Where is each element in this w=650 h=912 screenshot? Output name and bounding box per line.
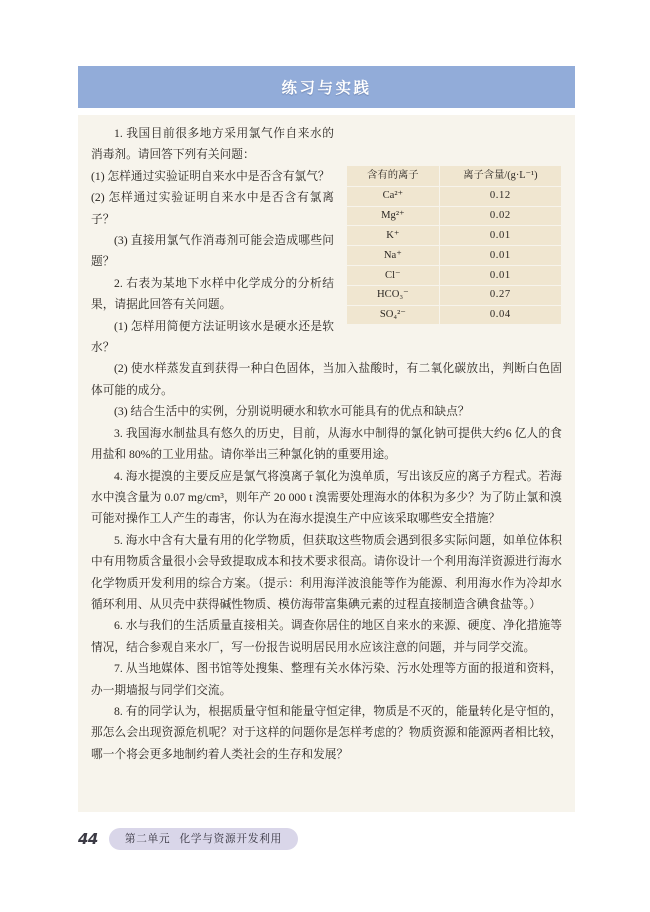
chapter-title: 化学与资源开发利用: [179, 833, 282, 845]
exercise-item-2: 2. 右表为某地下水样中化学成分的分析结果，请据此回答有关问题。: [91, 276, 334, 312]
column-header-amount: 离子含量/(g·L⁻¹): [440, 166, 561, 186]
cell-amount: 0.01: [440, 246, 561, 265]
exercise-item-2-1: (1) 怎样用简便方法证明该水是硬水还是软水？: [91, 319, 334, 355]
exercise-item-7: 7. 从当地媒体、图书馆等处搜集、整理有关水体污染、污水处理等方面的报道和资料，办一期墙报与同学们交流。: [91, 662, 562, 697]
exercise-item-1-3: (3) 直接用氯气作消毒剂可能会造成哪些问题？: [91, 234, 334, 269]
ion-composition-table: [346, 165, 562, 325]
cell-ion: SO₄²⁻: [347, 306, 439, 325]
cell-amount: 0.02: [440, 207, 561, 226]
table-row: [347, 286, 561, 305]
cell-ion: Mg²⁺: [347, 207, 439, 226]
table-row: [347, 207, 561, 226]
cell-ion: Ca²⁺: [347, 187, 439, 206]
cell-ion: HCO₃⁻: [347, 286, 439, 305]
content-panel: [78, 115, 575, 812]
page-number: 44: [78, 830, 98, 848]
table-row: [347, 246, 561, 265]
ion-table-wrapper: [346, 165, 562, 325]
exercise-item-5: 5. 海水中含有大量有用的化学物质，但获取这些物质会遇到很多实际问题，如单位体积中有用物质含量很小会导致提取成本和技术要求很高。请你设计一个利用海洋资源进行海水化学物质开发利用的综合方案。（提示：利用海洋波浪能等作为能源、利用海水作为冷却水循环利用、从贝壳中获得碱性物质、模仿海带富集碘元素的过程直接制造含碘食盐等。）: [91, 533, 562, 611]
cell-amount: 0.12: [440, 187, 561, 206]
chapter-label: [109, 828, 298, 850]
table-row: [347, 306, 561, 325]
exercise-item-3: 3. 我国海水制盐具有悠久的历史，目前，从海水中制得的氯化钠可提供大约6 亿人的食用盐和 80%的工业用盐。请你举出三种氯化钠的重要用途。: [91, 426, 562, 462]
exercise-item-4: 4. 海水提溴的主要反应是氯气将溴离子氧化为溴单质，写出该反应的离子方程式。若海水中溴含量为 0.07 mg/cm³，则年产 20 000 t 溴需要处理海水的体积为多少？为了防止氯和溴可能对操作工人产生的毒害，你认为在海水提溴生产中应该采取哪些安全措施？: [91, 469, 562, 526]
exercise-item-1: 1. 我国目前很多地方采用氯气作自来水的消毒剂。请回答下列有关问题：: [91, 127, 334, 162]
page-footer: [78, 826, 575, 852]
cell-ion: Na⁺: [347, 246, 439, 265]
exercise-item-2-3: (3) 结合生活中的实例，分别说明硬水和软水可能具有的优点和缺点？: [114, 405, 470, 419]
cell-amount: 0.01: [440, 226, 561, 245]
page-title: 练习与实践: [281, 79, 372, 97]
exercise-item-1-1: (1) 怎样通过实验证明自来水中是否含有氯气？: [91, 169, 330, 183]
cell-ion: Cl⁻: [347, 266, 439, 285]
cell-ion: K⁺: [347, 226, 439, 245]
exercise-item-6: 6. 水与我们的生活质量直接相关。调查你居住的地区自来水的来源、硬度、净化措施等情况，结合参观自来水厂，写一份报告说明居民用水应该注意的问题，并与同学交流。: [91, 619, 562, 654]
table-row: [347, 266, 561, 285]
exercise-item-8: 8. 有的同学认为，根据质量守恒和能量守恒定律，物质是不灭的，能量转化是守恒的，那怎么会出现资源危机呢？对于这样的问题你是怎样考虑的？物质资源和能源两者相比较，哪一个将会更多地制约着人类社会的生存和发展？: [91, 704, 562, 761]
unit-label: 第二单元: [124, 833, 171, 845]
table-header-row: [347, 166, 561, 186]
column-header-ion: 含有的离子: [347, 166, 439, 186]
table-row: [347, 187, 561, 206]
cell-amount: 0.27: [440, 286, 561, 305]
cell-amount: 0.01: [440, 266, 561, 285]
table-row: [347, 226, 561, 245]
exercise-flow: [91, 123, 562, 765]
section-banner: [78, 66, 575, 108]
exercise-item-1-2: (2) 怎样通过实验证明自来水中是否含有氯离子？: [91, 191, 334, 226]
cell-amount: 0.04: [440, 306, 561, 325]
exercise-item-2-2: (2) 使水样蒸发直到获得一种白色固体，当加入盐酸时，有二氧化碳放出，判断白色固体可能的成分。: [91, 362, 562, 397]
